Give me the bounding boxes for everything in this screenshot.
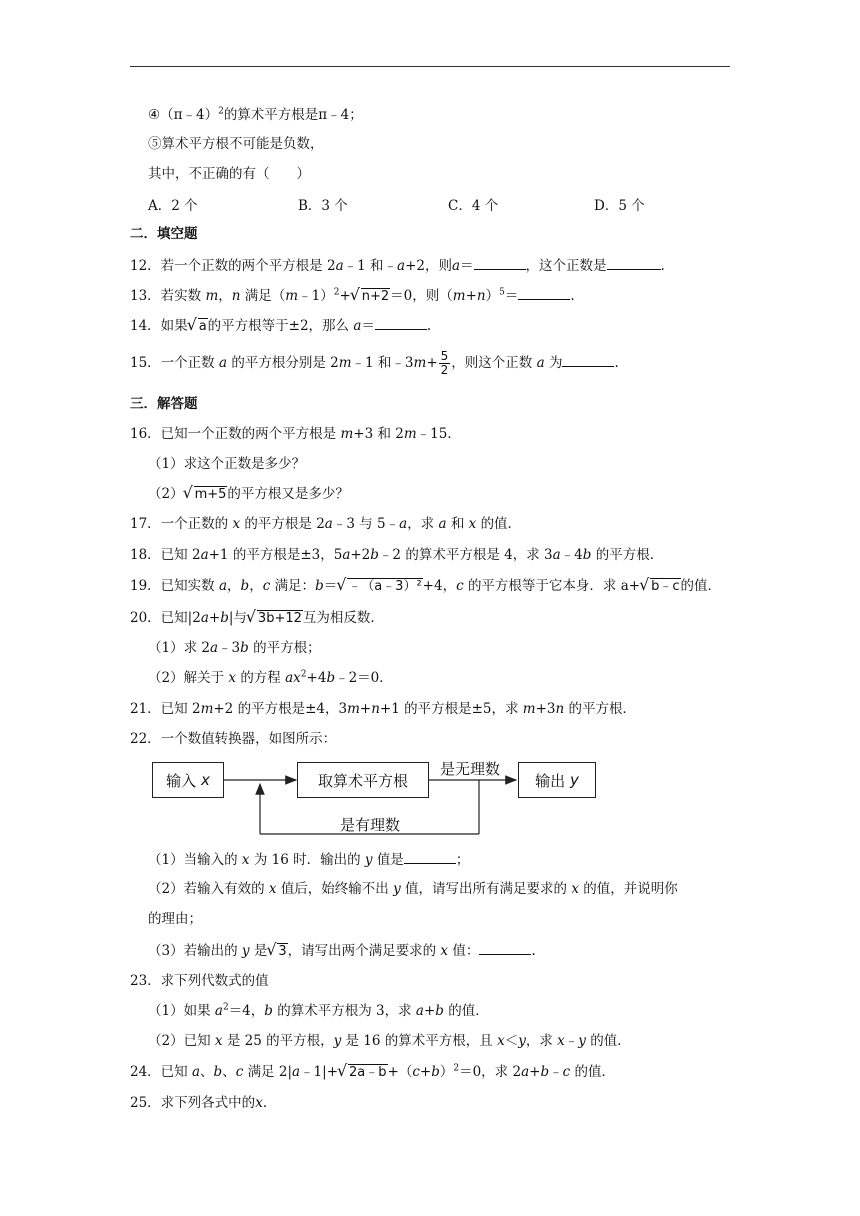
question-17: 17．一个正数的 x 的平方根是 2a﹣3 与 5﹣a，求 a 和 x 的值．	[130, 516, 522, 532]
process-box: 取算术平方根	[297, 762, 429, 798]
question-20: 20．已知|2a+b|与√ 3b+12互为相反数．	[130, 608, 384, 629]
number-converter-diagram	[152, 758, 602, 838]
item-4-pre: ④（π﹣4）	[148, 107, 219, 123]
question-20-part-2: （2）解关于 x 的方程 $ax^2+4b﹣2=0$．	[148, 669, 393, 686]
sqrt-expression: √ 3	[267, 942, 287, 962]
question-23: 23．求下列代数式的值	[130, 973, 269, 989]
choice-d: D．5 个	[594, 198, 645, 214]
item-5: ⑤算术平方根不可能是负数，	[148, 136, 324, 152]
item-4-sup: 2	[218, 106, 224, 117]
answer-blank[interactable]	[607, 255, 661, 270]
question-18: 18．已知 2a+1 的平方根是±3，5a+2b﹣2 的算术平方根是 4，求 3a﹣4b 的平方根．	[130, 547, 664, 563]
question-23-part-1: （1）如果 $a^2=4$，b 的算术平方根为 3，求 a+b 的值．	[148, 1002, 489, 1019]
answer-blank[interactable]	[375, 315, 427, 330]
question-wrong-count: 其中，不正确的有（ ）	[148, 166, 310, 182]
sqrt-expression: √ a	[188, 317, 208, 337]
section-solve-heading: 三．解答题	[130, 396, 198, 412]
question-21: 21．已知 2m+2 的平方根是±4，3m+n+1 的平方根是±5，求 m+3n 的平方根．	[130, 701, 636, 717]
fraction: $\frac{5}{2}$	[440, 349, 449, 377]
sqrt-expression: √ m+5	[184, 485, 228, 505]
question-22-part-1: （1）当输入的 x 为 16 时．输出的 y 值是 ；	[148, 849, 469, 870]
answer-blank[interactable]	[562, 352, 614, 367]
sqrt-expression: √ 3b+12	[247, 609, 303, 629]
item-4	[148, 105, 363, 125]
question-20-part-1: （1）求 2a﹣3b 的平方根；	[148, 640, 321, 656]
sqrt-expression: √ b﹣c	[640, 577, 680, 597]
answer-blank[interactable]	[518, 285, 570, 300]
question-16-part-2: （2）√ m+5的平方根又是多少？	[148, 484, 349, 505]
question-24: 24．已知 a、b、c 满足 2|a﹣1|+√ $2a﹣b+(c+b)^2=0$，求 2a+b﹣c 的值．	[130, 1062, 615, 1083]
answer-blank[interactable]	[474, 255, 526, 270]
sqrt-expression: √ ﹣（a﹣3）²	[337, 577, 422, 597]
question-13: 13．若实数 m，n 满足（m﹣1）$^2$+√ n+2＝0，则$(m+n)^5=$ .	[130, 285, 575, 307]
answer-blank[interactable]	[404, 849, 456, 864]
question-22-part-3: （3）若输出的 y 是√ 3，请写出两个满足要求的 x 值： .	[148, 940, 536, 962]
question-22: 22．一个数值转换器，如图所示：	[130, 731, 337, 747]
question-16-part-1: （1）求这个正数是多少？	[148, 456, 306, 472]
choice-c: C．4 个	[448, 198, 499, 214]
header-rule	[130, 66, 730, 67]
question-22-part-2-cont: 的理由；	[148, 911, 202, 927]
question-23-part-2: （2）已知 x 是 25 的平方根，y 是 16 的算术平方根，且 x＜y，求 x﹣y 的值．	[148, 1033, 631, 1049]
question-15: 15．一个正数 a 的平方根分别是 2m﹣1 和﹣3m+ $\frac{5}{2}$ ，则这个正数 a 为 .	[130, 349, 619, 377]
irrational-label: 是无理数	[440, 760, 501, 778]
question-12: 12．若一个正数的两个平方根是 2a﹣1 和﹣a+2，则a＝ ，这个正数是 .	[130, 255, 665, 276]
question-16: 16．已知一个正数的两个平方根是 m+3 和 2m﹣15．	[130, 426, 461, 442]
input-box: 输入 x	[152, 762, 224, 798]
rational-label: 是有理数	[340, 816, 401, 834]
question-19: 19．已知实数 a，b，c 满足：b＝√ ﹣（a﹣3）²+4，c 的平方根等于它本身．求 a+√ b﹣c的值．	[130, 576, 721, 597]
sqrt-expression: √ 2a﹣b	[338, 1063, 388, 1083]
question-22-part-2: （2）若输入有效的 x 值后，始终输不出 y 值，请写出所有满足要求的 x 的值，并说明你	[148, 881, 678, 897]
sqrt-expression: √ n+2	[351, 287, 390, 307]
section-fill-heading: 二．填空题	[130, 226, 198, 242]
question-14: 14．如果√ a的平方根等于±2，那么 a＝ .	[130, 315, 431, 337]
choice-b: B．3 个	[298, 198, 348, 214]
choice-a: A．2 个	[148, 198, 198, 214]
answer-blank[interactable]	[479, 940, 531, 955]
question-25: 25．求下列各式中的x．	[130, 1095, 277, 1111]
output-box: 输出 y	[518, 762, 596, 798]
item-4-post: 的算术平方根是π﹣4；	[223, 107, 363, 123]
